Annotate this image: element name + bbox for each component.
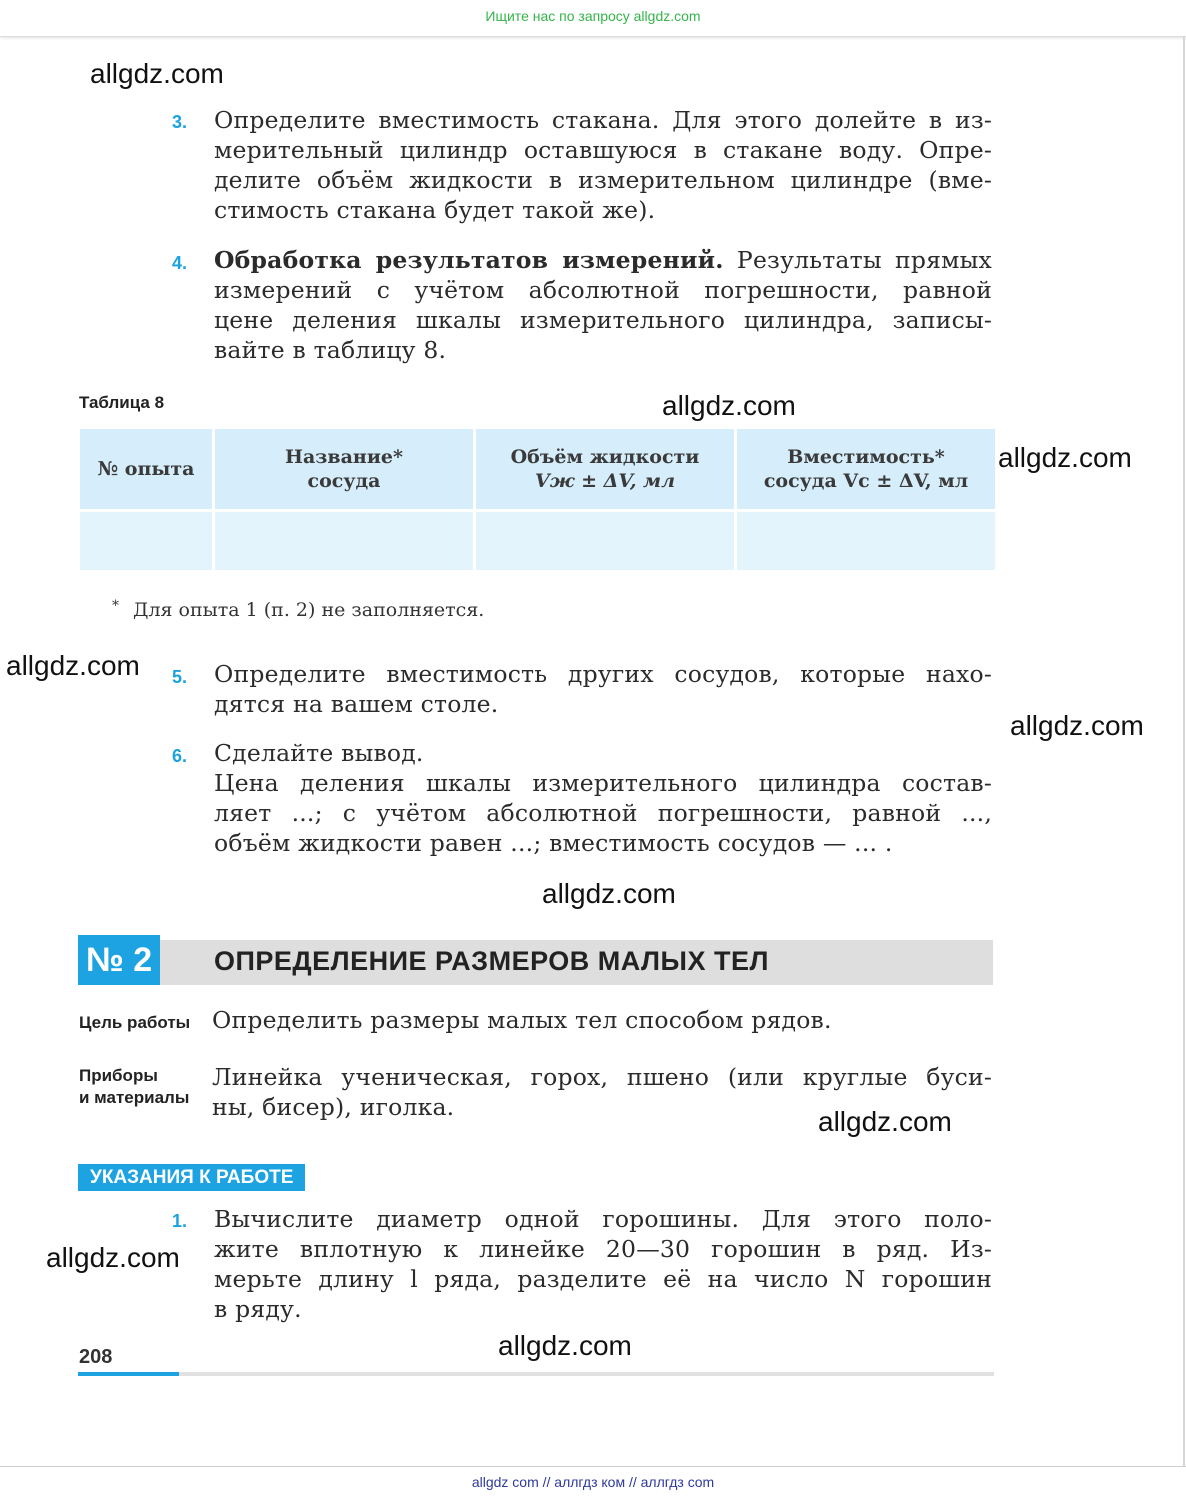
text-line: делите объём жидкости в измерительном цилиндре (вме- <box>214 166 992 194</box>
watermark: allgdz.com <box>818 1106 952 1137</box>
text-line: мерьте длину l ряда, разделите её на число N горошин <box>214 1265 992 1293</box>
text-line: в ряду. <box>214 1295 302 1323</box>
step-number: 5. <box>172 667 188 687</box>
table-cell <box>80 512 212 570</box>
equipment-label: Приборы <box>79 1066 158 1085</box>
text-line: Определите вместимость других сосудов, которые нахо- <box>214 660 992 688</box>
text-line: вайте в таблицу 8. <box>214 336 447 364</box>
table-row <box>80 512 995 570</box>
step-number: 6. <box>172 746 188 766</box>
text-line: жите вплотную к линейке 20—30 горошин в ряд. Из- <box>214 1235 992 1263</box>
page-edge <box>1183 36 1185 1466</box>
watermark: allgdz.com <box>998 442 1132 473</box>
step-number: 3. <box>172 112 188 132</box>
text-line: Вычислите диаметр одной горошины. Для этого поло- <box>214 1205 992 1233</box>
watermark: allgdz.com <box>498 1330 632 1361</box>
text-line: измерений с учётом абсолютной погрешности, равной <box>214 276 992 304</box>
table-caption: Таблица 8 <box>79 393 165 412</box>
watermark: allgdz.com <box>662 390 796 421</box>
text-line: Цена деления шкалы измерительного цилиндра состав- <box>214 769 992 797</box>
text-line: дятся на вашем столе. <box>214 690 499 718</box>
footer-links[interactable]: allgdz com // аллгдз ком // аллгдз com <box>471 1474 715 1490</box>
table-footnote: Для опыта 1 (п. 2) не заполняется. <box>133 599 485 621</box>
step-4-text <box>214 245 992 365</box>
watermark: allgdz.com <box>46 1242 180 1273</box>
bottom-divider <box>0 1466 1186 1467</box>
instructions-heading: УКАЗАНИЯ К РАБОТЕ <box>78 1164 305 1191</box>
table-cell <box>476 512 734 570</box>
watermark: allgdz.com <box>542 878 676 909</box>
data-table <box>77 426 998 573</box>
table-header-cell: Название* сосуда <box>215 429 473 509</box>
watermark: allgdz.com <box>6 650 140 681</box>
footer-rule <box>78 1372 994 1376</box>
text-fragment: Результаты прямых <box>723 246 992 274</box>
lab-number-badge: № 2 <box>78 935 160 985</box>
step-5-text <box>214 659 992 719</box>
table-cell <box>737 512 995 570</box>
text-line: объём жидкости равен ...; вместимость сосудов — ... . <box>214 829 893 857</box>
lab-title: ОПРЕДЕЛЕНИЕ РАЗМЕРОВ МАЛЫХ ТЕЛ <box>214 946 769 976</box>
text-line: мерительный цилиндр оставшуюся в стакане воду. Опре- <box>214 136 992 164</box>
watermark: allgdz.com <box>90 58 224 89</box>
table-header-cell: Объём жидкости Vж ± ΔV, мл <box>476 429 734 509</box>
goal-label: Цель работы <box>79 1013 191 1032</box>
text-line: Определите вместимость стакана. Для этого долейте в из- <box>214 106 992 134</box>
table-cell <box>215 512 473 570</box>
table-header-cell: № опыта <box>80 429 212 509</box>
footer-rule-accent <box>78 1372 179 1376</box>
table-header-row <box>80 429 995 509</box>
text-line: стимость стакана будет такой же). <box>214 196 656 224</box>
text-line: ляет ...; с учётом абсолютной погрешности, равной ..., <box>214 799 992 827</box>
step-number: 1. <box>172 1211 188 1231</box>
table-header-cell: Вместимость* сосуда Vс ± ΔV, мл <box>737 429 995 509</box>
watermark: allgdz.com <box>1010 710 1144 741</box>
instruction-text <box>214 1204 992 1324</box>
equipment-label: и материалы <box>79 1088 190 1107</box>
text-line: Сделайте вывод. <box>214 739 424 767</box>
asterisk: * <box>112 598 119 614</box>
text-line <box>214 245 992 275</box>
text-line: цене деления шкалы измерительного цилиндра, записы- <box>214 306 992 334</box>
step-number: 4. <box>172 253 188 273</box>
goal-text: Определить размеры малых тел способом рядов. <box>212 1006 832 1034</box>
step-3-text <box>214 105 992 225</box>
text-line: Линейка ученическая, горох, пшено (или круглые буси- <box>212 1063 992 1091</box>
banner-text[interactable]: Ищите нас по запросу allgdz.com <box>485 8 701 24</box>
text-line: ны, бисер), иголка. <box>212 1093 455 1121</box>
step-6-text <box>214 738 992 858</box>
page-number: 208 <box>79 1346 113 1368</box>
equipment-text <box>212 1062 992 1122</box>
bold-lead: Обработка результатов измерений. <box>214 246 724 274</box>
